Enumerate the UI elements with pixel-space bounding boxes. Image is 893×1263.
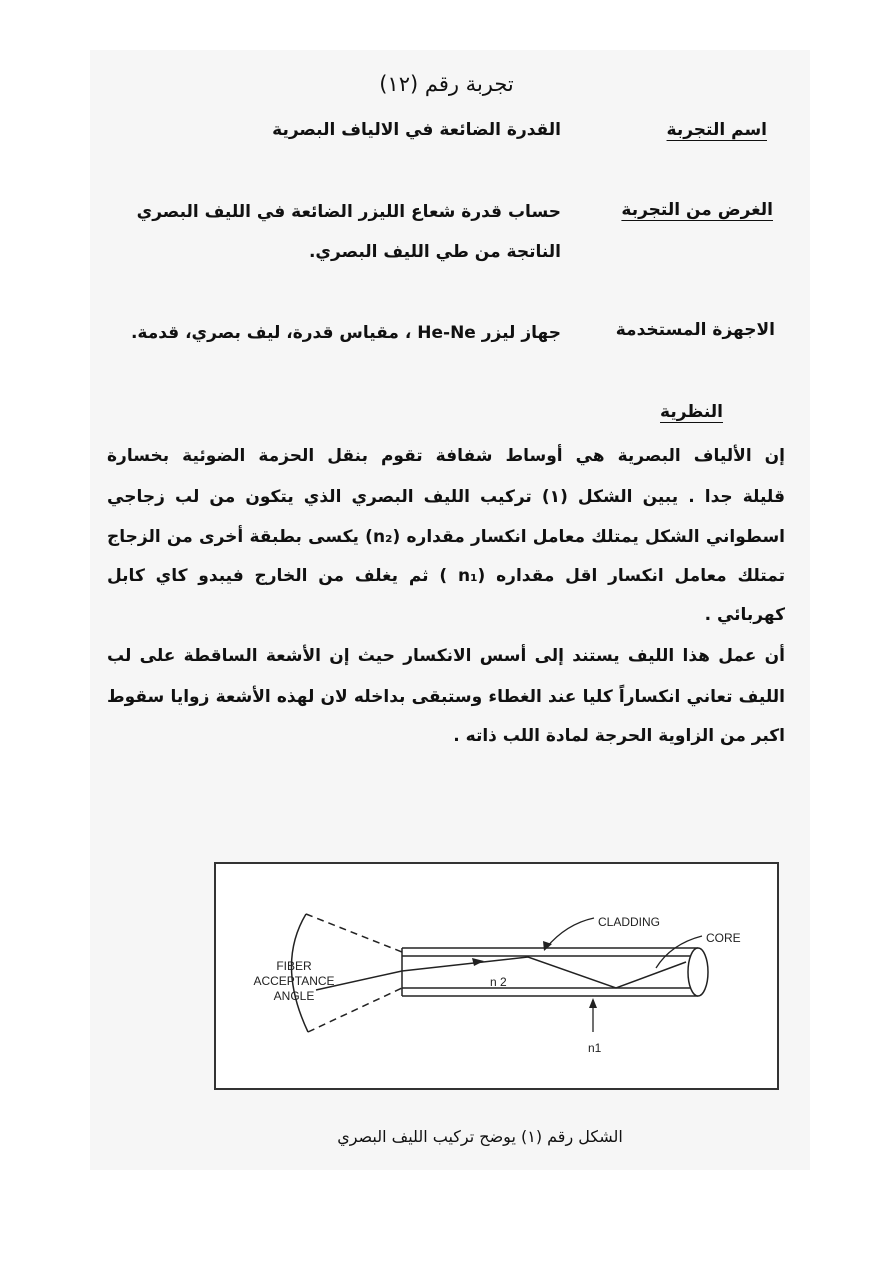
acceptance-label-1: FIBER — [276, 959, 312, 973]
fiber-end-face — [688, 948, 708, 996]
experiment-name-value: القدرة الضائعة في الالياف البصرية — [272, 120, 561, 140]
n1-pointer-arrowhead — [589, 998, 597, 1008]
theory-p2-line-3: اكبر من الزاوية الحرجة لمادة اللب ذاته . — [453, 726, 785, 746]
experiment-name-label: اسم التجربة — [666, 120, 767, 140]
purpose-line-2: الناتجة من طي الليف البصري. — [308, 242, 561, 262]
theory-p2-line-1: أن عمل هذا الليف يستند إلى أسس الانكسار حيث إن الأشعة الساقطة على لب — [107, 646, 785, 666]
theory-heading: النظرية — [660, 402, 723, 422]
acceptance-label-3: ANGLE — [273, 989, 315, 1003]
acceptance-cone-lower — [308, 988, 402, 1032]
theory-p1-line-4: تمتلك معامل انكسار اقل مقداره (n₁ ) ثم يغلف من الخارج فيبدو كاي كابل — [107, 566, 786, 586]
n1-label: n1 — [588, 1041, 602, 1055]
theory-p1-line-1: إن الألياف البصرية هي أوساط شفافة تقوم بنقل الحزمة الضوئية بخسارة — [107, 446, 785, 466]
cladding-pointer — [546, 918, 594, 948]
theory-p2-line-2: الليف تعاني انكساراً كليا عند الغطاء وستبقى بداخله لان لهذه الأشعة زوايا سقوط — [107, 687, 785, 707]
n2-label: n 2 — [490, 975, 507, 989]
acceptance-arc — [291, 914, 308, 1032]
fiber-diagram — [216, 864, 777, 1088]
figure-caption: الشكل رقم (١) يوضح تركيب الليف البصري — [337, 1127, 623, 1146]
acceptance-cone-upper — [306, 914, 402, 952]
theory-p1-line-3: اسطواني الشكل يمتلك معامل انكسار مقداره (n₂) يكسى بطبقة أخرى من الزجاج — [107, 527, 785, 547]
theory-p1-line-2: قليلة جدا . يبين الشكل (١) تركيب الليف البصري الذي يتكون من لب زجاجي — [107, 487, 785, 507]
acceptance-label-2: ACCEPTANCE — [253, 974, 335, 988]
core-label: CORE — [706, 931, 741, 945]
purpose-label: الغرض من التجربة — [621, 200, 773, 220]
theory-p1-line-5: كهربائي . — [704, 605, 785, 625]
cladding-label: CLADDING — [598, 915, 661, 929]
equipment-value: جهاز ليزر He-Ne ، مقياس قدرة، ليف بصري، قدمة. — [130, 323, 561, 343]
guided-ray — [402, 957, 686, 988]
equipment-label: الاجهزة المستخدمة — [615, 320, 775, 340]
purpose-line-1: حساب قدرة شعاع الليزر الضائعة في الليف البصري — [136, 202, 561, 222]
page-title: تجربة رقم (١٢) — [379, 72, 514, 96]
fiber-figure — [214, 862, 779, 1090]
